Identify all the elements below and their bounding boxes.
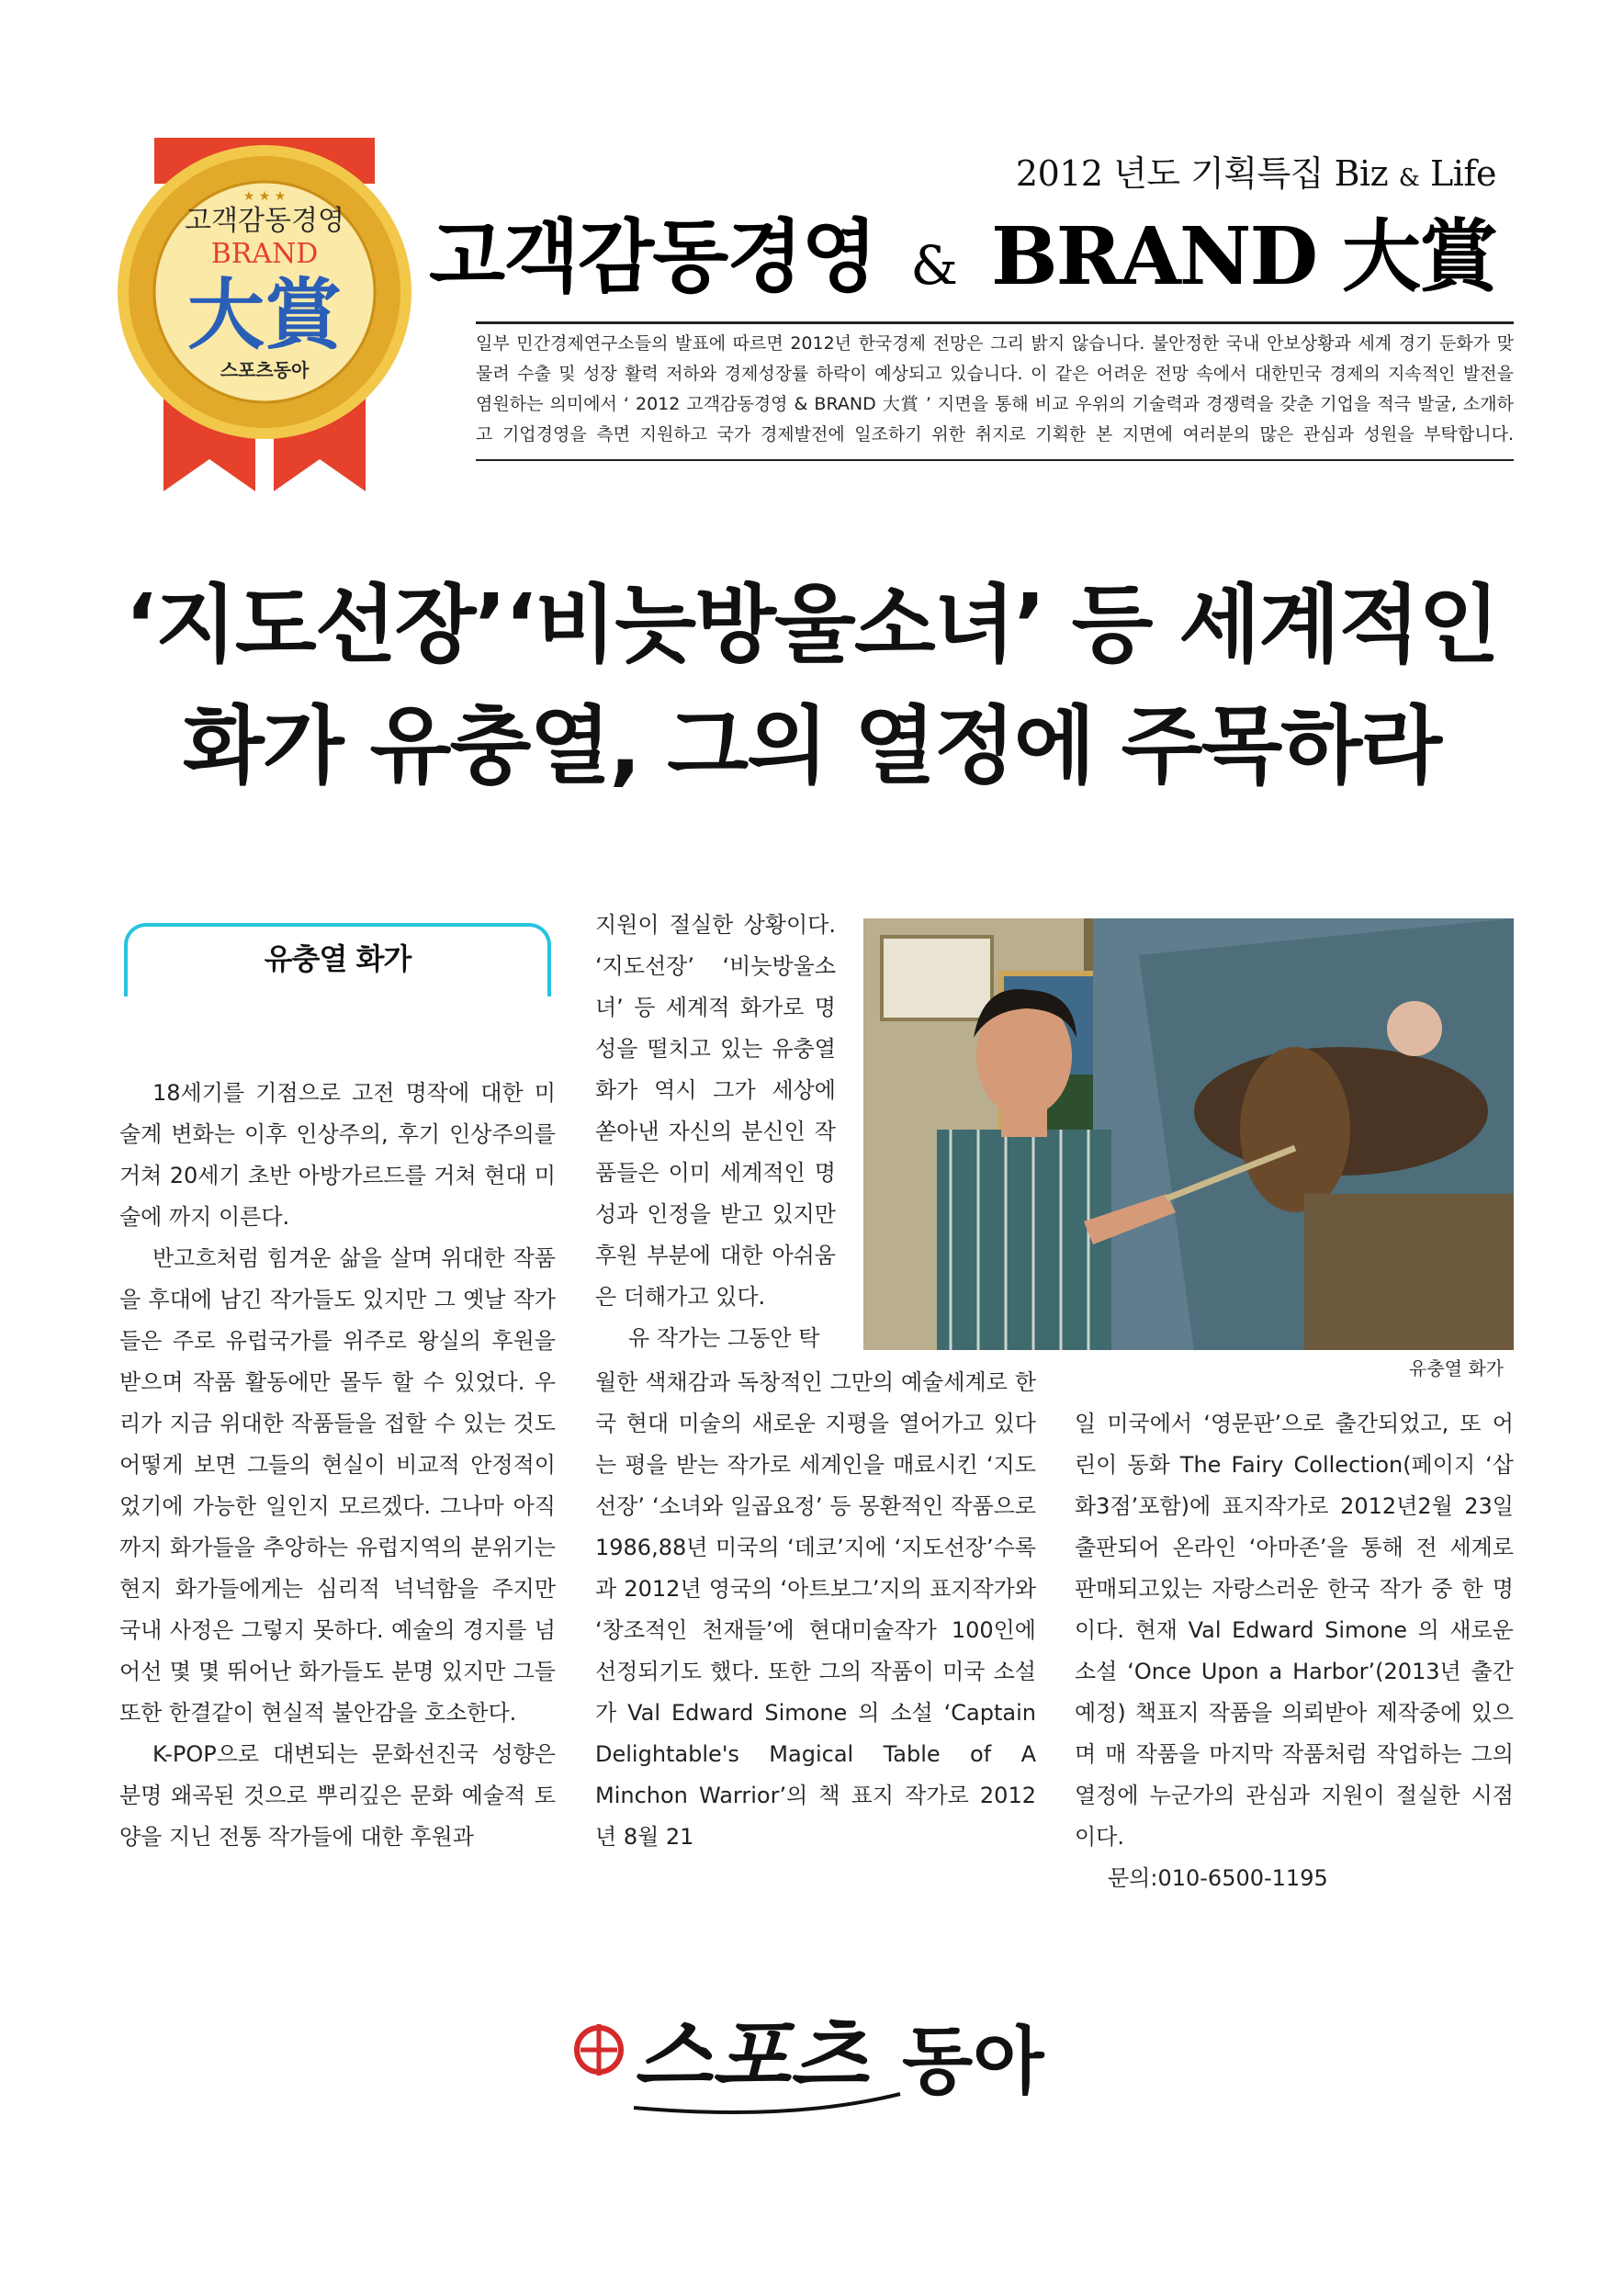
header-divider-bottom [476, 459, 1514, 461]
photo-caption: 유충열 화가 [1409, 1357, 1504, 1379]
sports-donga-logo [569, 1993, 1084, 2131]
artist-name-box: 유충열 화가 [124, 923, 551, 996]
svg-text:★ ★ ★: ★ ★ ★ [242, 189, 287, 204]
article-column-2-bottom: 월한 색채감과 독창적인 그만의 예술세계로 한국 현대 미술의 새로운 지평을 열어가고 있다는 평을 받는 작가로 세계인을 매료시킨 ‘지도선장’ ‘소녀와 일곱요정’ 등 몽환적인 작품으로 1986,88년 미국의 ‘데코’지에 ‘지도선장’수록과 2012년 영국의 ‘아트보그’지의 표지작가와 ‘창조적인 천재들’에 현대미술작가 100인에 선정되기도 했다. 또한 그의 작품이 미국 소설가 Val Edward Simone 의 소설 ‘Captain Delightable's Magical Table of A Minchon Warrior’의 책 표지 작가로 2012년 8월 21 [595, 1369, 1036, 1850]
brand-award-badge [108, 129, 421, 496]
logo-script: 스포츠 [634, 2009, 869, 2104]
article-column-2-top: 지원이 절실한 상황이다. ‘지도선장’ ‘비늣방울소녀’ 등 세계적 화가로 명성을 떨치고 있는 유충열 화가 역시 그가 세상에 쏟아낸 자신의 분신인 작품들은 이미 세계적인 명성과 인정을 받고 있지만 후원 부분에 대한 아쉬움은 더해가고 있다. 유 작가는 그동안 탁 [595, 912, 836, 1351]
article-column-3: 일 미국에서 ‘영문판’으로 출간되었고, 또 어린이 동화 The Fairy Collection(페이지 ‘삽화3점’포함)에 표지작가로 2012년2월 23일 출판되어 온라인 ‘아마존’을 통해 전 세계로 판매되고있는 자랑스러운 한국 작가 중 한 명이다. 현재 Val Edward Simone 의 새로운 소설 ‘Once Upon a Harbor’(2013년 출간예정) 책표지 작품을 의뢰받아 제작중에 있으며 매 작품을 마지막 작품처럼 작업하는 그의 열정에 누군가의 관심과 지원이 절실한 시점이다. 문의:010-6500-1195 [1075, 1403, 1514, 1899]
contact-info: 문의:010-6500-1195 [1108, 1865, 1328, 1891]
logo-hangul: 동아 [902, 2019, 1044, 2104]
section-title: 고객감동경영 & BRAND 大賞 [428, 210, 1496, 303]
badge-brand: 스포츠동아 [220, 359, 310, 381]
painter-at-easel-photo [863, 918, 1514, 1350]
intro-paragraph: 일부 민간경제연구소들의 발표에 따르면 2012년 한국경제 전망은 그리 밝지 않습니다. 불안정한 국내 안보상황과 세계 경기 둔화가 맞 물려 수출 및 성장 활력 저하와 경제성장률 하락이 예상되고 있습니다. 이 같은 어려운 전망 속에서 대한민국 경제의 지속적인 발전을 염원하는 의미에서 ‘ 2012 고객감동경영 & BRAND 大賞 ’ 지면을 통해 비교 우위의 기술력과 경쟁력을 갖춘 기업을 적극 발굴, 소개하 고 기업경영을 측면 지원하고 국가 경제발전에 일조하기 위한 취지로 기획한 본 지면에 여러분의 많은 관심과 성원을 부탁합니다. [476, 333, 1514, 445]
article-headline: ‘지도선장’‘비늣방울소녀’ 등 세계적인 화가 유충열, 그의 열정에 주목하라 [125, 576, 1498, 795]
badge-line3: 大賞 [186, 269, 343, 360]
badge-line1: 고객감동경영 [185, 205, 344, 237]
badge-line2: BRAND [210, 238, 319, 270]
header-divider-top [476, 321, 1514, 324]
series-label: 2012 년도 기획특집 Biz & Life [1015, 153, 1496, 194]
article-column-1: 18세기를 기점으로 고전 명작에 대한 미술계 변화는 이후 인상주의, 후기 인상주의를 거쳐 20세기 초반 아방가르드를 거쳐 현대 미술에 까지 이른다. 반고흐처럼 힘겨운 삶을 살며 위대한 작품을 후대에 남긴 작가들도 있지만 그 옛날 작가들은 주로 유럽국가를 위주로 왕실의 후원을 받으며 작품 활동에만 몰두 할 수 있었다. 우리가 지금 위대한 작품들을 접할 수 있는 것도 어떻게 보면 그들의 현실이 비교적 안정적이었기에 가능한 일인지 모르겠다. 그나마 아직까지 화가들을 추앙하는 유럽지역의 분위기는 현지 화가들에게는 심리적 넉넉함을 주지만 국내 사정은 그렇지 못하다. 예술의 경지를 넘어선 몇 몇 뛰어난 화가들도 분명 있지만 그들 또한 한결같이 현실적 불안감을 호소한다. K-POP으로 대변되는 문화선진국 성향은 분명 왜곡된 것으로 뿌리깊은 문화 예술적 토양을 지닌 전통 작가들에 대한 후원과 [119, 1080, 556, 1850]
